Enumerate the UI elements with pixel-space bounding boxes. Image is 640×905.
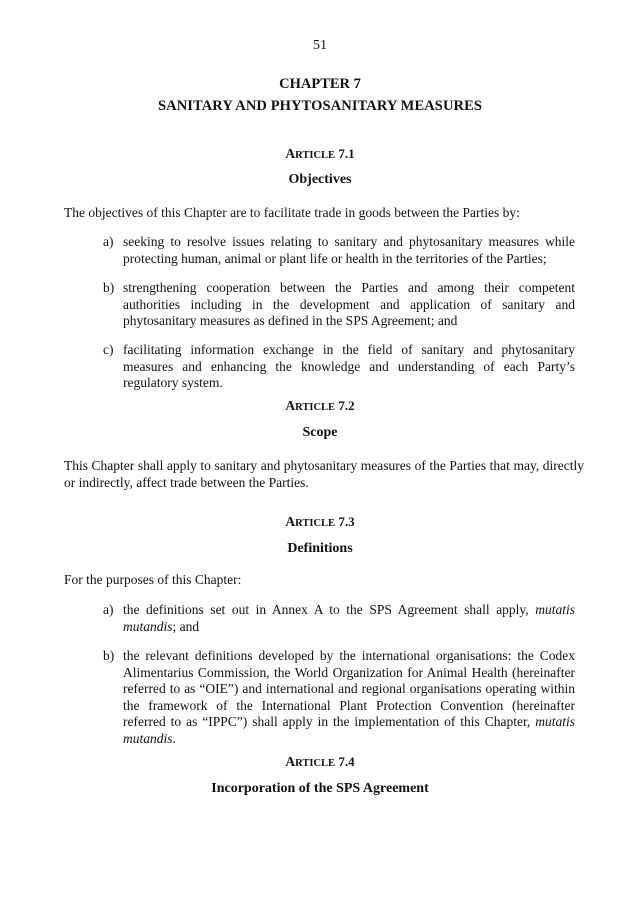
list-item-text: the relevant definitions developed by the international organisations: the Codex Alimentarius Commission, the World Organization for Animal Health (hereinafter referred to as “OIE”) and international and regional organisations operating within the framework of the International Plant Protection Convention (hereinafter referred to as “IPPC”) shall apply in the implementation of this Chapter, mutatis mutandis.	[123, 648, 575, 746]
list-marker: b)	[103, 648, 115, 663]
article-7-3-intro: For the purposes of this Chapter:	[64, 572, 242, 587]
article-7-4-label: ARTICLE 7.4	[285, 754, 355, 769]
list-marker: b)	[103, 280, 115, 295]
article-7-1-intro: The objectives of this Chapter are to facilitate trade in goods between the Parties by:	[64, 205, 520, 220]
article-7-1-title: Objectives	[288, 172, 352, 187]
article-7-3-title: Definitions	[287, 541, 353, 556]
list-item	[103, 234, 575, 267]
list-item-text: the definitions set out in Annex A to the SPS Agreement shall apply, mutatis mutandis; and	[123, 602, 575, 634]
list-marker: a)	[103, 602, 114, 617]
list-item	[103, 280, 575, 330]
chapter-title: SANITARY AND PHYTOSANITARY MEASURES	[157, 98, 483, 114]
article-7-3-label: ARTICLE 7.3	[285, 514, 355, 529]
page-number: 51	[313, 38, 327, 53]
list-item	[103, 342, 575, 392]
list-marker: a)	[103, 234, 114, 249]
list-item-text: seeking to resolve issues relating to sanitary and phytosanitary measures while protecting human, animal or plant life or health in the territories of the Parties;	[123, 234, 575, 266]
list-item	[103, 602, 575, 635]
list-item-text: facilitating information exchange in the field of sanitary and phytosanitary measures and enhancing the knowledge and understanding of each Party’s regulatory system.	[123, 342, 575, 390]
article-7-2-label: ARTICLE 7.2	[285, 398, 355, 413]
chapter-label: CHAPTER 7	[279, 76, 361, 92]
article-7-2-title: Scope	[302, 425, 338, 440]
article-7-1-label: ARTICLE 7.1	[285, 146, 355, 161]
article-7-2-body: This Chapter shall apply to sanitary and phytosanitary measures of the Parties that may, directly or indirectly, affect trade between the Parties.	[64, 458, 584, 490]
list-item	[103, 648, 575, 747]
article-7-4-title: Incorporation of the SPS Agreement	[211, 781, 429, 796]
list-marker: c)	[103, 342, 114, 357]
list-item-text: strengthening cooperation between the Parties and among their competent authorities including in the development and application of sanitary and phytosanitary measures as defined in the SPS Agreement; and	[123, 280, 575, 328]
